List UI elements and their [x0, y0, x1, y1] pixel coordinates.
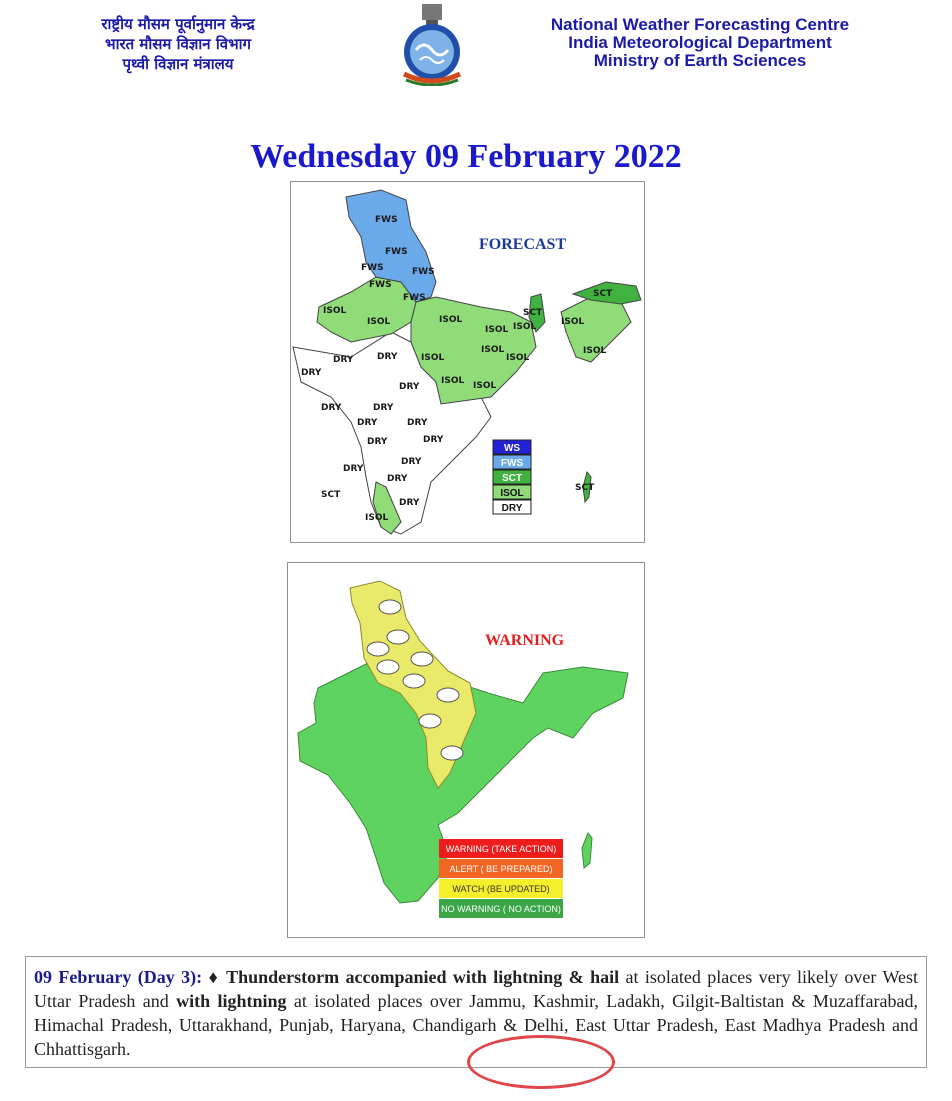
legend-label-fws: FWS: [500, 458, 524, 469]
label-isol: ISOL: [365, 513, 389, 523]
english-line-3: Ministry of Earth Sciences: [593, 51, 807, 70]
label-isol: ISOL: [506, 353, 530, 363]
forecast-map-panel: [290, 181, 645, 543]
imd-emblem-logo: [396, 2, 468, 86]
bulletin-text-1: at isolated places very likely over West Uttar Pradesh and: [34, 967, 919, 1011]
label-dry: DRY: [399, 498, 420, 508]
label-isol: ISOL: [367, 317, 391, 327]
hindi-line-3: पृथ्वी विज्ञान मंत्रालय: [122, 55, 234, 73]
label-fws: FWS: [361, 263, 384, 273]
bulletin-bold-2: with lightning: [176, 991, 287, 1011]
label-isol: ISOL: [421, 353, 445, 363]
bulletin-text-2: at isolated places over Jammu, Kashmir, Ladakh, Gilgit-Baltistan & Muzaffarabad, Himachal Pradesh, Uttarakhand, Punjab, Haryana, Chandigarh & Delhi, East Uttar Pradesh, East Madhya Pradesh and Chhattisgarh.: [34, 991, 918, 1059]
legend-label-dry: DRY: [501, 503, 523, 514]
legend-label-no-warning: NO WARNING ( NO ACTION): [441, 904, 561, 914]
label-dry: DRY: [357, 418, 378, 428]
label-isol: ISOL: [441, 376, 465, 386]
hindi-header: [28, 14, 328, 74]
thunderstorm-icon: [437, 688, 459, 702]
forecast-legend: [493, 440, 531, 514]
label-isol: ISOL: [481, 345, 505, 355]
forecast-map: [291, 182, 644, 542]
label-sct: SCT: [593, 289, 613, 299]
label-dry: DRY: [301, 368, 322, 378]
hindi-line-1: राष्ट्रीय मौसम पूर्वानुमान केन्द्र: [101, 15, 255, 33]
thunderstorm-icon: [387, 630, 409, 644]
label-isol: ISOL: [485, 325, 509, 335]
thunderstorm-icon: [367, 642, 389, 656]
thunderstorm-icon: [441, 746, 463, 760]
warning-map-panel: [287, 562, 645, 938]
legend-label-ws: WS: [503, 443, 521, 454]
warning-map: [288, 563, 644, 937]
label-dry: DRY: [401, 457, 422, 467]
label-isol: ISOL: [583, 346, 607, 356]
label-dry: DRY: [333, 355, 354, 365]
highlight-circle: [467, 1035, 615, 1089]
legend-label-sct: SCT: [502, 473, 522, 484]
legend-label-watch: WATCH (BE UPDATED): [452, 884, 550, 894]
label-sct: SCT: [321, 490, 341, 500]
label-dry: DRY: [373, 403, 394, 413]
label-isol: ISOL: [473, 381, 497, 391]
thunderstorm-icon: [403, 674, 425, 688]
thunderstorm-icon: [379, 600, 401, 614]
english-line-1: National Weather Forecasting Centre: [550, 15, 850, 34]
thunderstorm-icon: [419, 714, 441, 728]
forecast-heading: FORECAST: [479, 236, 567, 253]
label-dry: DRY: [387, 474, 408, 484]
label-fws: FWS: [403, 293, 426, 303]
bulletin-bullet: ♦: [208, 967, 220, 987]
warning-region-islands: [582, 833, 592, 868]
bulletin-date-label: 09 February (Day 3):: [34, 967, 203, 987]
english-header: [490, 16, 910, 70]
bulletin-bold-1: Thunderstorm accompanied with lightning & hail: [226, 967, 620, 987]
legend-label-alert: ALERT ( BE PREPARED): [449, 864, 553, 874]
label-dry: DRY: [377, 352, 398, 362]
label-isol: ISOL: [323, 306, 347, 316]
label-isol: ISOL: [439, 315, 463, 325]
label-dry: DRY: [367, 437, 388, 447]
label-dry: DRY: [407, 418, 428, 428]
label-fws: FWS: [369, 280, 392, 290]
label-isol: ISOL: [513, 322, 537, 332]
thunderstorm-icon: [377, 660, 399, 674]
english-line-2: India Meteorological Department: [568, 33, 832, 52]
legend-label-isol: ISOL: [500, 488, 524, 499]
label-dry: DRY: [423, 435, 444, 445]
label-dry: DRY: [343, 464, 364, 474]
legend-label-warning: WARNING (TAKE ACTION): [445, 844, 557, 854]
thunderstorm-icon: [411, 652, 433, 666]
label-fws: FWS: [385, 247, 408, 257]
label-sct: SCT: [523, 308, 543, 318]
page-title: Wednesday 09 February 2022: [250, 138, 682, 175]
label-dry: DRY: [399, 382, 420, 392]
warning-legend: [439, 839, 563, 918]
hindi-line-2: भारत मौसम विज्ञान विभाग: [105, 35, 251, 53]
warning-heading: WARNING: [485, 632, 565, 649]
label-dry: DRY: [321, 403, 342, 413]
label-fws: FWS: [412, 267, 435, 277]
label-sct: SCT: [575, 483, 595, 493]
label-fws: FWS: [375, 215, 398, 225]
label-isol: ISOL: [561, 317, 585, 327]
